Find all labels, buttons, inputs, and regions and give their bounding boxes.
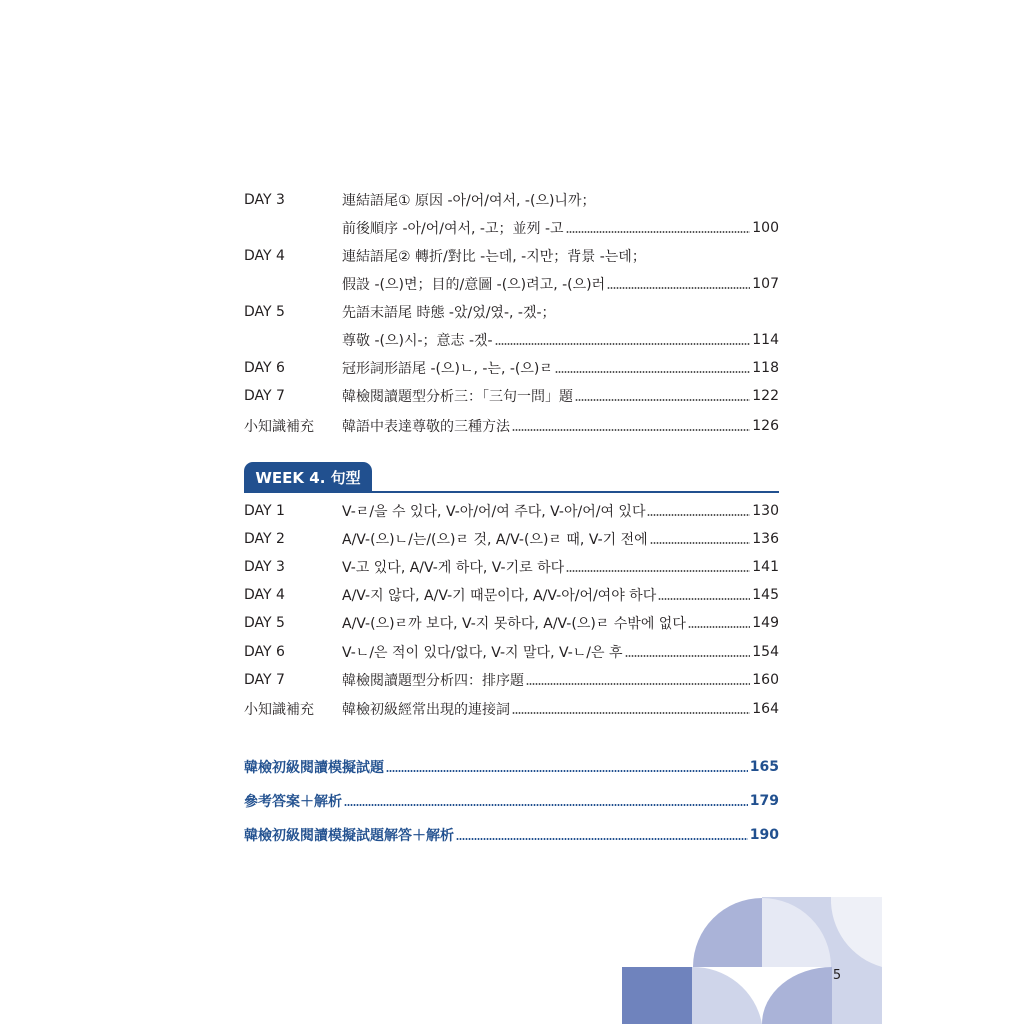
toc-day: DAY 4 (244, 587, 285, 603)
toc-title: 參考答案＋解析 (244, 794, 342, 810)
toc-day: DAY 6 (244, 644, 285, 660)
toc-page-number: 164 (752, 701, 779, 717)
toc-day: DAY 5 (244, 304, 285, 320)
toc-page-number: 154 (752, 644, 779, 660)
toc-day: DAY 6 (244, 360, 285, 376)
toc-title: V-ㄴ/은 적이 있다/없다, V-지 말다, V-ㄴ/은 후 (342, 645, 623, 661)
toc-title: 韓語中表達尊敬的三種方法 (342, 419, 510, 435)
toc-title: A/V-(으)ㄴ/는/(으)ㄹ 것, A/V-(으)ㄹ 때, V-기 전에 (342, 532, 648, 548)
toc-page-number: 130 (752, 503, 779, 519)
toc-title: 韓檢初級閱讀模擬試題 (244, 760, 384, 776)
toc-day: 小知識補充 (244, 419, 314, 435)
toc-day: DAY 4 (244, 248, 285, 264)
toc-page-number: 141 (752, 559, 779, 575)
toc-title: 尊敬 -(으)시-；意志 -겠- (342, 333, 493, 349)
deco-dark-rect (622, 967, 692, 1024)
toc-page-number: 179 (749, 793, 779, 809)
toc-day: DAY 3 (244, 559, 285, 575)
toc-page-number: 190 (749, 827, 779, 843)
toc-page-number: 118 (752, 360, 779, 376)
toc-page-number: 136 (752, 531, 779, 547)
toc-page-number: 114 (752, 332, 779, 348)
page-number: 5 (832, 968, 842, 983)
toc-title: 先語末語尾 時態 -았/었/였-, -겠-； (342, 305, 556, 321)
toc-title: A/V-(으)ㄹ까 보다, V-지 못하다, A/V-(으)ㄹ 수밖에 없다 (342, 616, 686, 632)
toc-title: 連結語尾② 轉折/對比 -는데, -지만；背景 -는데； (342, 249, 646, 265)
toc-title: V-ㄹ/을 수 있다, V-아/어/여 주다, V-아/어/여 있다 (342, 504, 646, 520)
toc-title: 韓檢初級閱讀模擬試題解答＋解析 (244, 828, 454, 844)
toc-day: 小知識補充 (244, 702, 314, 718)
toc-day: DAY 7 (244, 388, 285, 404)
toc-title: 假設 -(으)면；目的/意圖 -(으)려고, -(으)러 (342, 277, 606, 293)
toc-page-number: 122 (752, 388, 779, 404)
toc-day: DAY 3 (244, 192, 285, 208)
toc-day: DAY 1 (244, 503, 285, 519)
deco-mid-curve (762, 967, 832, 1024)
toc-day: DAY 5 (244, 615, 285, 631)
toc-page-number: 149 (752, 615, 779, 631)
toc-title: A/V-지 않다, A/V-기 때문이다, A/V-아/어/여야 하다 (342, 588, 657, 604)
toc-title: 連結語尾① 原因 -아/어/여서, -(으)니까； (342, 193, 596, 209)
toc-day: DAY 7 (244, 672, 285, 688)
toc-page-number: 107 (752, 276, 779, 292)
toc-title: 前後順序 -아/어/여서, -고；並列 -고 (342, 221, 564, 237)
toc-title: 韓檢初級經常出現的連接詞 (342, 702, 510, 718)
toc-title: 冠形詞形語尾 -(으)ㄴ, -는, -(으)ㄹ (342, 361, 553, 377)
toc-day: DAY 2 (244, 531, 285, 547)
toc-page-number: 165 (749, 759, 779, 775)
deco-quarter-circle-top (693, 898, 762, 967)
deco-light-curve (692, 967, 762, 1024)
week-header-tab: WEEK 4. 句型 (244, 462, 372, 492)
toc-page-number: 160 (752, 672, 779, 688)
toc-page-number: 145 (752, 587, 779, 603)
toc-page-number: 126 (752, 418, 779, 434)
toc-page-number: 100 (752, 220, 779, 236)
toc-title: 韓檢閱讀題型分析三：「三句一問」題 (342, 389, 573, 405)
toc-title: V-고 있다, A/V-게 하다, V-기로 하다 (342, 560, 565, 576)
toc-title: 韓檢閱讀題型分析四：排序題 (342, 673, 524, 689)
